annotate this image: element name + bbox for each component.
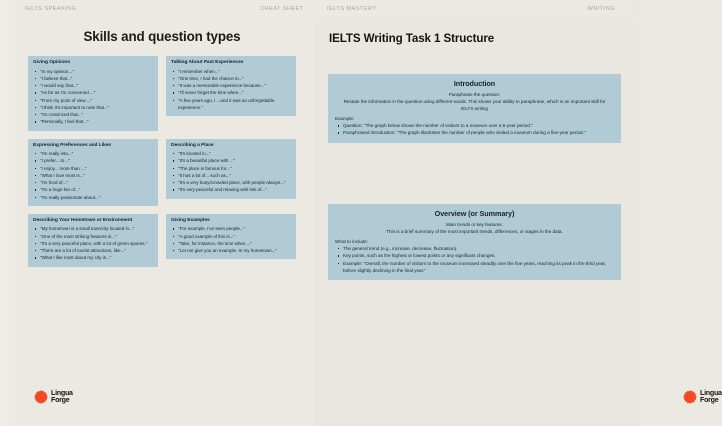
- skill-card-phrase: "I prefer... to...": [33, 157, 153, 164]
- skill-card-title: Talking About Past Experiences: [171, 60, 244, 65]
- skill-card-phrase: "I'm a huge fan of...": [33, 186, 153, 193]
- skill-card-phrase-list: [171, 150, 291, 194]
- skill-card-phrase-list: [171, 225, 291, 254]
- skill-card-phrase: "One of the most striking features is...": [33, 233, 153, 240]
- overview-include-item: Example: "Overall, the number of visitors to the museum increased steadily over the five years, reaching its peak in the third year, before slightly declining in the final year.": [335, 260, 614, 275]
- skill-card-phrase: "I'm really passionate about...": [33, 194, 153, 201]
- skill-card-phrase-list: [33, 150, 153, 201]
- skill-card-phrase: "In my opinion...": [33, 68, 153, 75]
- logo-lingua-forge-right: [683, 390, 722, 404]
- topbar-label-ielts-speaking: IELTS SPEAKING: [25, 6, 77, 12]
- right-edge-strip: [634, 0, 640, 426]
- overview-subtitle-2: This is a brief summary of the most important trends, differences, or stages in the data.: [386, 229, 563, 235]
- skill-card-phrase: "It's a beautiful place with ...": [171, 157, 291, 164]
- introduction-heading: Introduction: [453, 79, 496, 88]
- skill-card-phrase-list: [33, 68, 153, 126]
- skill-card-title: Describing a Place: [171, 142, 214, 148]
- skill-card-phrase-list: [171, 68, 291, 112]
- skill-card-title: Giving Opinions: [33, 60, 71, 65]
- introduction-example-label: Example:: [335, 116, 355, 122]
- skill-card-phrase: "It's a very peaceful place, with a lot of green spaces.": [33, 240, 153, 247]
- skill-card-phrase: "I'm really into...": [33, 150, 153, 157]
- overview-include-label: What to include:: [335, 239, 368, 245]
- skill-card-phrase: "One time, I had the chance to...": [171, 75, 291, 82]
- skill-card-phrase-list: [33, 225, 153, 261]
- overview-include-item: The general trend (e.g., increase, decrease, fluctuation).: [335, 245, 614, 252]
- logo-lingua-forge-left: [34, 390, 73, 404]
- skill-card-phrase: "I remember when...": [171, 68, 291, 75]
- skill-card-phrase: "As far as I'm concerned ...": [33, 89, 153, 96]
- skill-card-phrase: "I'm convinced that...": [33, 111, 153, 118]
- skill-card-phrase: "It has a lot of... such as...": [171, 172, 291, 179]
- skill-card-title: Expressing Preferences and Likes: [33, 142, 112, 148]
- introduction-example-item: Paraphrased introduction: "The graph illustrates the number of people who visited a museum during a five-year period.": [335, 129, 614, 136]
- left-edge-strip: [0, 0, 9, 426]
- introduction-example-item: Question: "The graph below shows the number of visitors to a museum over a 5-year period.": [335, 122, 614, 129]
- skill-card-phrase: "It's very peaceful and relaxing with lots of...": [171, 186, 291, 193]
- skill-card: [28, 56, 158, 131]
- skill-card-title: Describing Your Hometown or Environment: [33, 217, 133, 223]
- skill-card: [166, 214, 296, 260]
- skill-card-phrase: "From my point of view ...": [33, 97, 153, 104]
- skill-card-phrase: "I'm fond of...": [33, 179, 153, 186]
- skill-card-phrase: "The place is famous for...": [171, 165, 291, 172]
- overview-box: [328, 204, 621, 280]
- skill-card-phrase: "I think it's important to note that...": [33, 104, 153, 111]
- skill-card-phrase: "I'll never forget the time when...": [171, 89, 291, 96]
- skill-card-phrase: "It was a memorable experience because...": [171, 82, 291, 89]
- left-panel-title: Skills and question types: [83, 29, 241, 44]
- skill-card-phrase: "What I like most about my city is...": [33, 254, 153, 261]
- overview-heading: Overview (or Summary): [434, 209, 515, 218]
- skill-cards-grid: [28, 56, 296, 267]
- skill-card-phrase: "I believe that...": [33, 75, 153, 82]
- skill-card-phrase: "My hometown is a small town/city located in...": [33, 225, 153, 232]
- topbar-label-ielts-mastery: IELTS MASTERY: [327, 6, 377, 12]
- logo-line-1: Lingua: [51, 388, 73, 397]
- skill-card: [166, 139, 296, 199]
- skill-card-phrase: "It's located in...": [171, 150, 291, 157]
- logo-line-2: Forge: [700, 395, 719, 404]
- skill-card-phrase: "There are a lot of tourist attractions, like...": [33, 247, 153, 254]
- topbar-label-cheat-sheet: CHEAT SHEET: [260, 6, 304, 12]
- skill-card-phrase: "Personally, I feel that...": [33, 118, 153, 125]
- skill-card-phrase: "A few years ago, I ...and it was an unforgettable experience.": [171, 97, 291, 112]
- asterisk-star-icon: [683, 390, 697, 404]
- introduction-example-list: [335, 122, 614, 137]
- logo-text-left: [51, 390, 73, 404]
- top-navigation-bar: [0, 0, 640, 18]
- skill-card: [28, 139, 158, 206]
- right-panel-writing: [315, 18, 722, 426]
- introduction-subtitle-2: Restate the information in the question using different words. This shows your ability to paraphrase, which is an important skill for IELTS writing: [343, 99, 606, 112]
- right-panel-title: IELTS Writing Task 1 Structure: [329, 32, 495, 45]
- skill-card: [28, 214, 158, 267]
- introduction-subtitle-1: Paraphrase the question:: [448, 92, 501, 97]
- skill-card-phrase: "A good example of this is...": [171, 233, 291, 240]
- skill-card-title: Giving Examples: [171, 217, 210, 223]
- asterisk-star-icon: [34, 390, 48, 404]
- skill-card: [166, 56, 296, 116]
- overview-include-list: [335, 245, 614, 274]
- skill-card-phrase: "For example, I've seen people...": [171, 225, 291, 232]
- skill-card-phrase: "Let me give you an example. In my hometown...": [171, 247, 291, 254]
- skill-card-phrase: "Take, for instance, the time when ...": [171, 240, 291, 247]
- overview-include-item: Key points, such as the highest or lowest points or any significant changes.: [335, 252, 614, 259]
- logo-line-1: Lingua: [700, 388, 722, 397]
- logo-text-right: [700, 390, 722, 404]
- skill-card-phrase: "It's a very busy/crowded place, with people always...": [171, 179, 291, 186]
- skill-card-phrase: "I would say that...": [33, 82, 153, 89]
- overview-subtitle-1: Main trends or key features.: [446, 222, 503, 227]
- skill-card-phrase: "What I love most is...": [33, 172, 153, 179]
- logo-line-2: Forge: [51, 395, 70, 404]
- topbar-label-writing: WRITING: [587, 6, 615, 12]
- left-panel-speaking: [9, 18, 315, 426]
- skill-card-phrase: "I enjoy... more than ...": [33, 165, 153, 172]
- introduction-box: [328, 74, 621, 143]
